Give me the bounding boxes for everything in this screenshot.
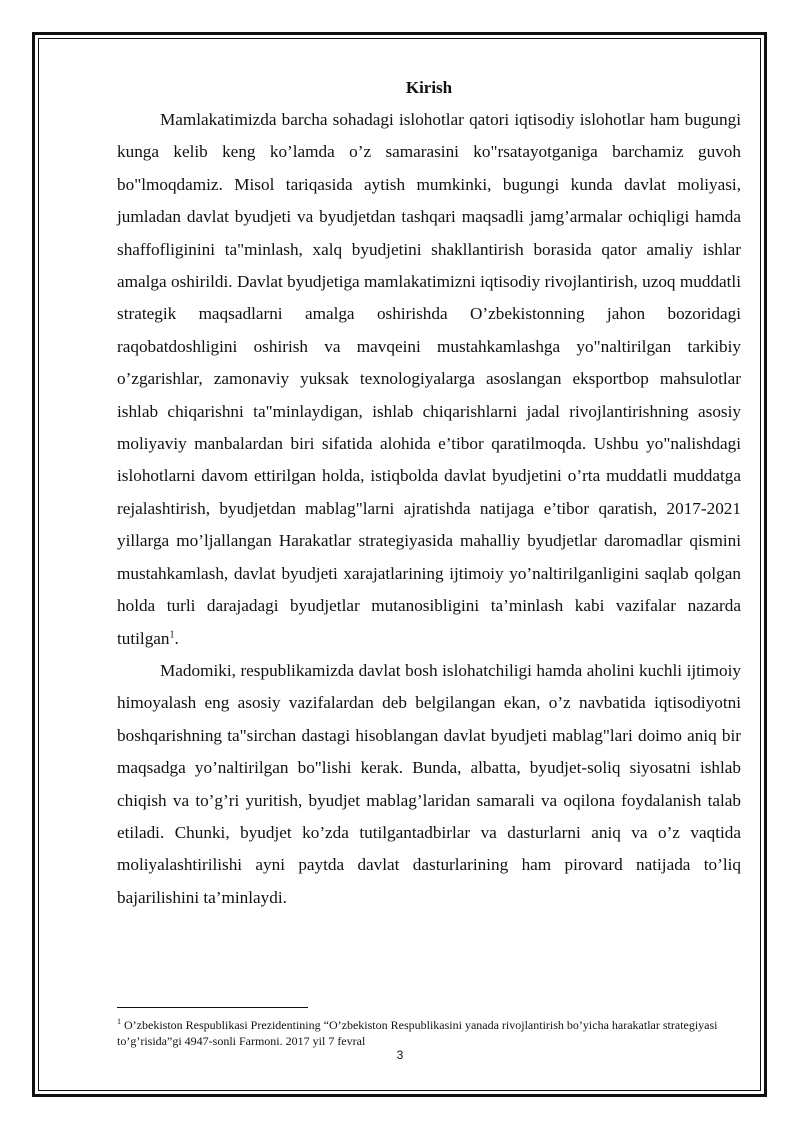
footnote-mark: 1	[117, 1017, 121, 1026]
page-number: 3	[396, 1048, 404, 1062]
heading: Kirish	[405, 78, 453, 97]
footnote-reference[interactable]: 1	[169, 628, 175, 640]
footnote-separator	[117, 1007, 308, 1008]
paragraph-2: Madomiki, respublikamizda davlat bosh islohatchiligi hamda aholini kuchli ijtimoiy himoyalash eng asosiy vazifalardan deb belgilangan ekan, o’z navbatida iqtisodiyotni boshqarishning ta"sirchan dastagi hisoblangan davlat byudjeti mablag"lari doimo aniq bir maqsadga yo’naltirilgan bo"lishi kerak. Bunda, albatta, byudjet-soliq siyosatni ishlab chiqish va to’g’ri yuritish, byudjet mablag’laridan samarali va oqilona foydalanish talab etiladi. Chunki, byudjet ko’zda tutilgantadbirlar va dasturlarni aniq va o’z vaqtida moliyalashtirilishi ayni paytda davlat dasturlarining ham pirovard natijada to’liq bajarilishini ta’minlaydi.	[117, 660, 741, 907]
paragraph-1-text: Mamlakatimizda barcha sohadagi islohotlar qatori iqtisodiy islohotlar ham bugungi kunga kelib keng ko’lamda o’z samarasini ko"rsatayotganiga barchamiz guvoh bo"lmoqdamiz. Misol tariqasida aytish mumkinki, bugungi kunda davlat moliyasi, jumladan davlat byudjeti va byudjetdan tashqari maqsadli jamg’armalar ochiqligi hamda shaffofliginini ta"minlash, xalq byudjetini shakllantirish borasida qator amaliy ishlar amalga oshirildi. Davlat byudjetiga mamlakatimizni iqtisodiy rivojlantirish, uzoq muddatli strategik maqsadlarni amalga oshirishda O’zbekistonning jahon bozoridagi raqobatdoshligini oshirish va mavqeini mustahkamlashga yo"naltirilgan tarkibiy o’zgarishlar, zamonaviy yuksak texnologiyalarga asoslangan eksportbop mahsulotlar ishlab chiqarishni ta"minlaydigan, ishlab chiqarishlarni jadal rivojlantirishning asosiy moliyaviy manbalardan biri sifatida alohida e’tibor qaratilmoqda. Ushbu yo"nalishdagi islohotlarni davom ettirilgan holda, istiqbolda davlat byudjetini o’rta muddatli muddatga rejalashtirish, byudjetdan mablag"larni ajratishda natijaga e’tibor qaratish, 2017-2021 yillarga mo’ljallangan Harakatlar strategiyasida mahalliy byudjetlar daromadlar qismini mustahkamlash, davlat byudjeti xarajatlarining ijtimoiy yo’naltirilganligini saqlab qolgan holda turli darajadagi byudjetlar mutanosibligini ta’minlash kabi vazifalar nazarda tutilgan	[117, 110, 741, 648]
document-body	[117, 72, 741, 914]
footnote-text: O’zbekiston Respublikasi Prezidentining “O’zbekiston Respublikasini yanada rivojlantirish bo’yicha harakatlar strategiyasi to’g’risida”gi 4947-sonli Farmoni. 2017 yil 7 fevral	[117, 1018, 718, 1048]
paragraph-1: Mamlakatimizda barcha sohadagi islohotlar qatori iqtisodiy islohotlar ham bugungi kunga kelib keng ko’lamda o’z samarasini ko"rsatayotganiga barchamiz guvoh bo"lmoqdamiz. Misol tariqasida aytish mumkinki, bugungi kunda davlat moliyasi, jumladan davlat byudjeti va byudjetdan tashqari maqsadli jamg’armalar ochiqligi hamda shaffofliginini ta"minlash, xalq byudjetini shakllantirish borasida qator amaliy ishlar amalga oshirildi. Davlat byudjetiga mamlakatimizni iqtisodiy rivojlantirish, uzoq muddatli strategik maqsadlarni amalga oshirishda O’zbekistonning jahon bozoridagi raqobatdoshligini oshirish va mavqeini mustahkamlashga yo"naltirilgan tarkibiy o’zgarishlar, zamonaviy yuksak texnologiyalarga asoslangan eksportbop mahsulotlar ishlab chiqarishni ta"minlaydigan, ishlab chiqarishlarni jadal rivojlantirishning asosiy moliyaviy manbalardan biri sifatida alohida e’tibor qaratilmoqda. Ushbu yo"nalishdagi islohotlarni davom ettirilgan holda, istiqbolda davlat byudjetini o’rta muddatli muddatga rejalashtirish, byudjetdan mablag"larni ajratishda natijaga e’tibor qaratish, 2017-2021 yillarga mo’ljallangan Harakatlar strategiyasida mahalliy byudjetlar daromadlar qismini mustahkamlash, davlat byudjeti xarajatlarining ijtimoiy yo’naltirilganligini saqlab qolgan holda turli darajadagi byudjetlar mutanosibligini ta’minlash kabi vazifalar nazarda tutilgan$^1$.	[117, 110, 741, 648]
footnote	[117, 1014, 741, 1049]
